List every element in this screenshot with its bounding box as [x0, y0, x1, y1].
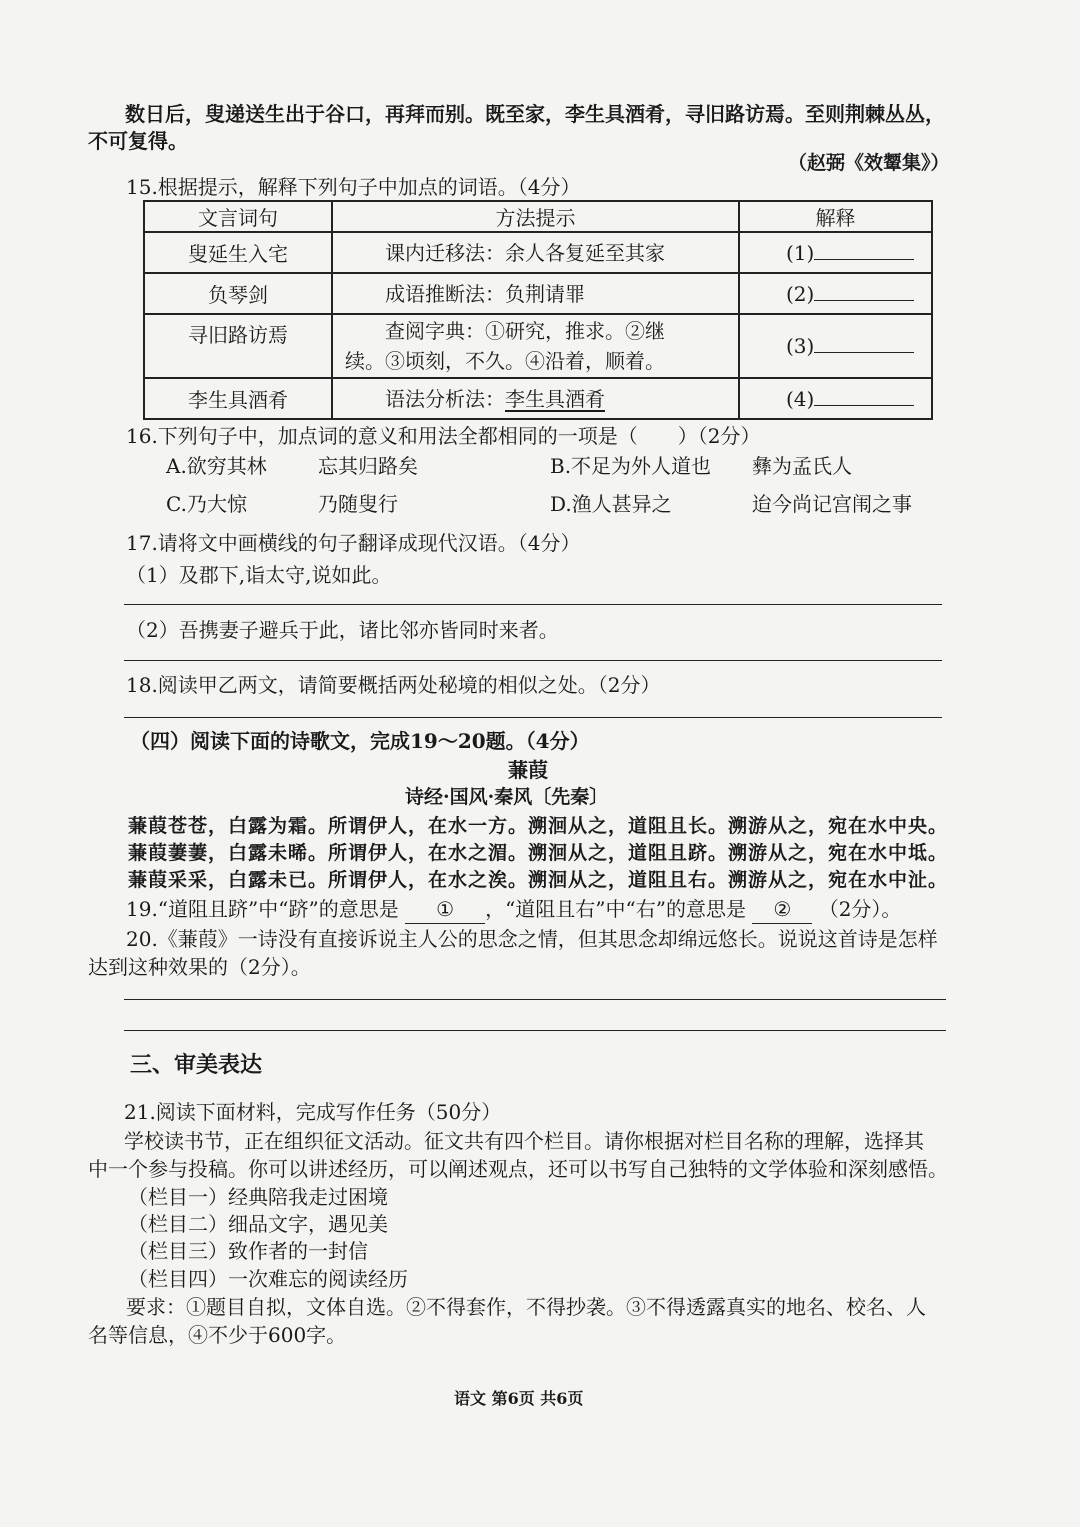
answer-blank[interactable]: [814, 387, 914, 406]
q21-paragraph: 中一个参与投稿。你可以讲述经历，可以阐述观点，还可以书写自己独特的文学体验和深刻感悟。: [88, 1157, 948, 1181]
answer-line[interactable]: [124, 1030, 946, 1031]
answer-line[interactable]: [124, 660, 942, 661]
table-row: [144, 378, 932, 419]
answer-line[interactable]: [124, 717, 942, 718]
q20-line: 达到这种效果的（2分）。: [88, 955, 311, 979]
q21-requirement: 名等信息，④不少于600字。: [88, 1323, 347, 1347]
answer-blank[interactable]: [814, 334, 914, 353]
q18-stem: 18.阅读甲乙两文，请简要概括两处秘境的相似之处。（2分）: [126, 673, 661, 697]
q21-column: （栏目二）细品文字，遇见美: [128, 1212, 388, 1236]
q16-option[interactable]: B.不足为外人道也: [550, 454, 712, 478]
table-row: [144, 314, 932, 378]
q16-option: 彝为孟氏人: [752, 454, 852, 478]
q16-option: 乃随叟行: [318, 492, 398, 516]
q21-column: （栏目三）致作者的一封信: [128, 1239, 368, 1263]
poem-title: 蒹葭: [508, 758, 548, 782]
table-row: [144, 273, 932, 314]
q16-option[interactable]: D.渔人甚异之: [550, 492, 672, 516]
q21-requirement: 要求：①题目自拟，文体自选。②不得套作，不得抄袭。③不得透露真实的地名、校名、人: [126, 1295, 926, 1319]
q16-option[interactable]: A.欲穷其林: [166, 454, 267, 478]
poem-source: 诗经·国风·秦风〔先秦〕: [405, 786, 609, 808]
phrase-cell: 负琴剑: [144, 273, 332, 314]
poem-line: 蒹葭苍苍，白露为霜。所谓伊人，在水一方。溯洄从之，道阻且长。溯游从之，宛在水中央。: [128, 815, 949, 837]
table-header: 方法提示: [332, 201, 739, 232]
phrase-cell: 李生具酒肴: [144, 378, 332, 419]
poem-line: 蒹葭萋萋，白露未晞。所谓伊人，在水之湄。溯洄从之，道阻且跻。溯游从之，宛在水中坻。: [128, 842, 949, 864]
answer-cell[interactable]: (2): [739, 273, 932, 314]
q19-text: 19.“道阻且跻”中“跻”的意思是 ① ，“道阻且右”中“右”的意思是 ② （2分）。: [126, 895, 901, 924]
passage-source: （赵弼《效颦集》）: [788, 152, 950, 174]
q21-stem: 21.阅读下面材料，完成写作任务（50分）: [124, 1100, 502, 1124]
answer-blank[interactable]: [814, 241, 914, 260]
fill-blank[interactable]: ①: [405, 895, 485, 924]
section-heading: （四）阅读下面的诗歌文，完成19～20题。（4分）: [130, 729, 590, 753]
answer-blank[interactable]: [814, 282, 914, 301]
passage-line: 不可复得。: [88, 129, 188, 153]
phrase-cell: 寻旧路访焉: [144, 314, 332, 378]
q15-stem: 15.根据提示，解释下列句子中加点的词语。（4分）: [126, 175, 581, 199]
q21-column: （栏目四）一次难忘的阅读经历: [128, 1267, 408, 1291]
page-footer: 语文 第6页 共6页: [454, 1389, 584, 1408]
fill-blank[interactable]: ②: [752, 895, 812, 924]
underlined-phrase: 李生具酒肴: [505, 386, 605, 411]
table-header: 解释: [739, 201, 932, 232]
table-header: 文言词句: [144, 201, 332, 232]
answer-cell[interactable]: (4): [739, 378, 932, 419]
answer-cell[interactable]: (1): [739, 232, 932, 273]
hint-cell: 成语推断法：负荆请罪: [332, 273, 739, 314]
q16-option: 忘其归路矣: [318, 454, 418, 478]
hint-cell: 查阅字典：①研究，推求。②继 续。③顷刻，不久。④沿着，顺着。: [332, 314, 739, 378]
section-heading: 三、审美表达: [130, 1052, 263, 1078]
answer-line[interactable]: [124, 604, 942, 605]
q20-line: 20.《蒹葭》一诗没有直接诉说主人公的思念之情，但其思念却绵远悠长。说说这首诗是怎样: [126, 927, 938, 951]
answer-cell[interactable]: (3): [739, 314, 932, 378]
q17-stem: 17.请将文中画横线的句子翻译成现代汉语。（4分）: [126, 531, 581, 555]
passage-line: 数日后，叟递送生出于谷口，再拜而别。既至家，李生具酒肴，寻旧路访焉。至则荆棘丛丛，: [125, 102, 945, 126]
q16-stem: 16.下列句子中，加点词的意义和用法全都相同的一项是（ ）（2分）: [126, 424, 761, 448]
answer-line[interactable]: [124, 999, 946, 1000]
hint-cell: 课内迁移法：余人各复延至其家: [332, 232, 739, 273]
q15-table: [143, 200, 933, 420]
hint-cell: 语法分析法：李生具酒肴: [332, 378, 739, 419]
q16-option: 迨今尚记宫闱之事: [752, 492, 912, 516]
q17-sentence: （2）吾携妻子避兵于此，诸比邻亦皆同时来者。: [126, 618, 559, 642]
q21-paragraph: 学校读书节，正在组织征文活动。征文共有四个栏目。请你根据对栏目名称的理解，选择其: [124, 1129, 924, 1153]
q16-option[interactable]: C.乃大惊: [166, 492, 247, 516]
q21-column: （栏目一）经典陪我走过困境: [128, 1185, 388, 1209]
q17-sentence: （1）及郡下,诣太守,说如此。: [126, 563, 392, 587]
poem-line: 蒹葭采采，白露未已。所谓伊人，在水之涘。溯洄从之，道阻且右。溯游从之，宛在水中沚。: [128, 869, 949, 891]
table-row: [144, 232, 932, 273]
phrase-cell: 叟延生入宅: [144, 232, 332, 273]
